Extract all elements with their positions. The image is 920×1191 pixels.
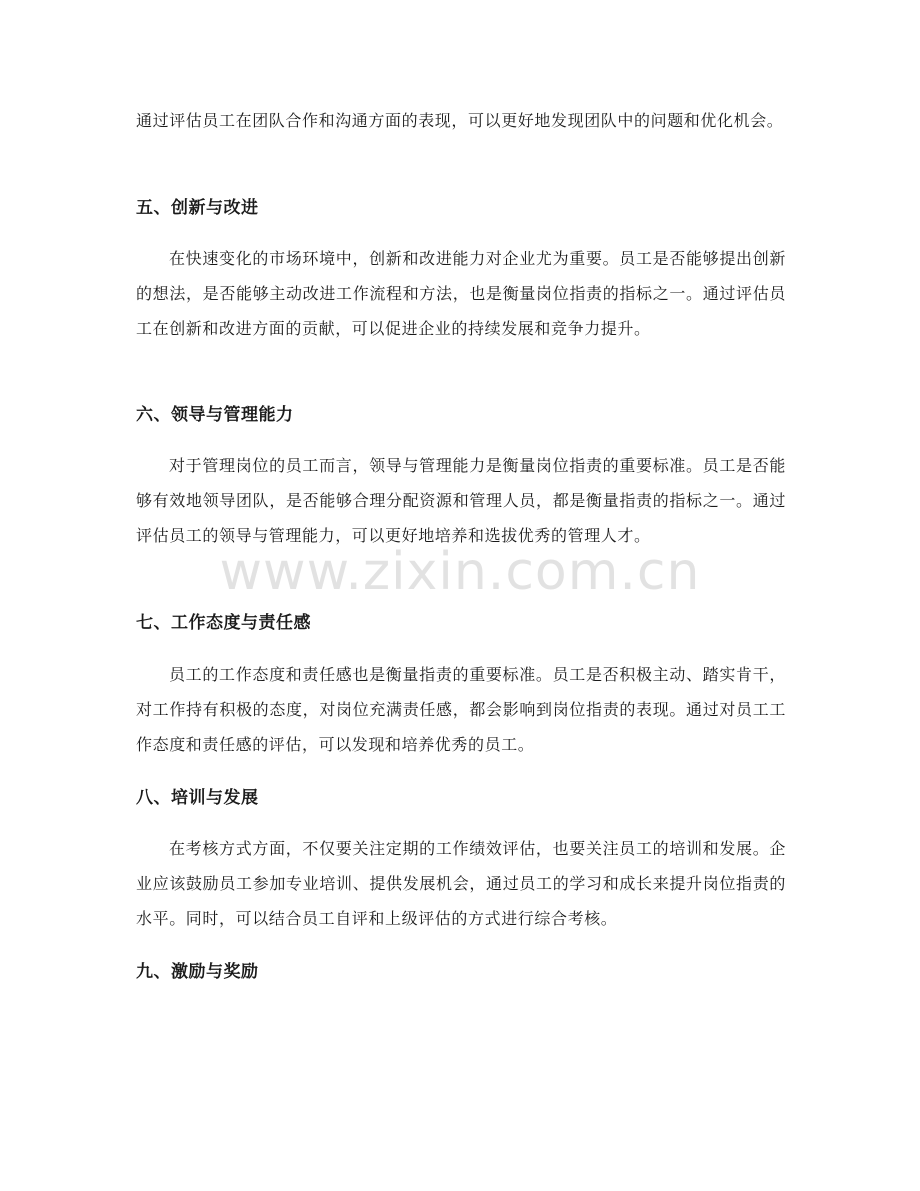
section-heading-7: 七、工作态度与责任感 [136, 613, 311, 633]
section-paragraph-8: 在考核方式方面，不仅要关注定期的工作绩效评估，也要关注员工的培训和发展。企业应该鼓励员工参加专业培训、提供发展机会，通过员工的学习和成长来提升岗位指责的水平。同时，可以结合员工自评和上级评估的方式进行综合考核。 [136, 839, 786, 928]
section-paragraph-7: 员工的工作态度和责任感也是衡量指责的重要标准。员工是否积极主动、踏实肯干，对工作持有积极的态度，对岗位充满责任感，都会影响到岗位指责的表现。通过对员工工作态度和责任感的评估，可以发现和培养优秀的员工。 [136, 665, 786, 754]
section-paragraph-6: 对于管理岗位的员工而言，领导与管理能力是衡量岗位指责的重要标准。员工是否能够有效地领导团队，是否能够合理分配资源和管理人员，都是衡量指责的指标之一。通过评估员工的领导与管理能力，可以更好地培养和选拔优秀的管理人才。 [136, 456, 786, 545]
watermark-text: www.zixin.com.cn [219, 542, 701, 602]
intro-paragraph: 通过评估员工在团队合作和沟通方面的表现，可以更好地发现团队中的问题和优化机会。 [136, 111, 784, 130]
section-paragraph-5: 在快速变化的市场环境中，创新和改进能力对企业尤为重要。员工是否能够提出创新的想法，是否能够主动改进工作流程和方法，也是衡量岗位指责的指标之一。通过评估员工在创新和改进方面的贡献，可以促进企业的持续发展和竞争力提升。 [136, 249, 786, 338]
section-heading-9: 九、激励与奖励 [136, 962, 259, 982]
section-heading-5: 五、创新与改进 [136, 198, 259, 218]
section-heading-6: 六、领导与管理能力 [136, 405, 294, 425]
section-heading-8: 八、培训与发展 [136, 788, 259, 808]
